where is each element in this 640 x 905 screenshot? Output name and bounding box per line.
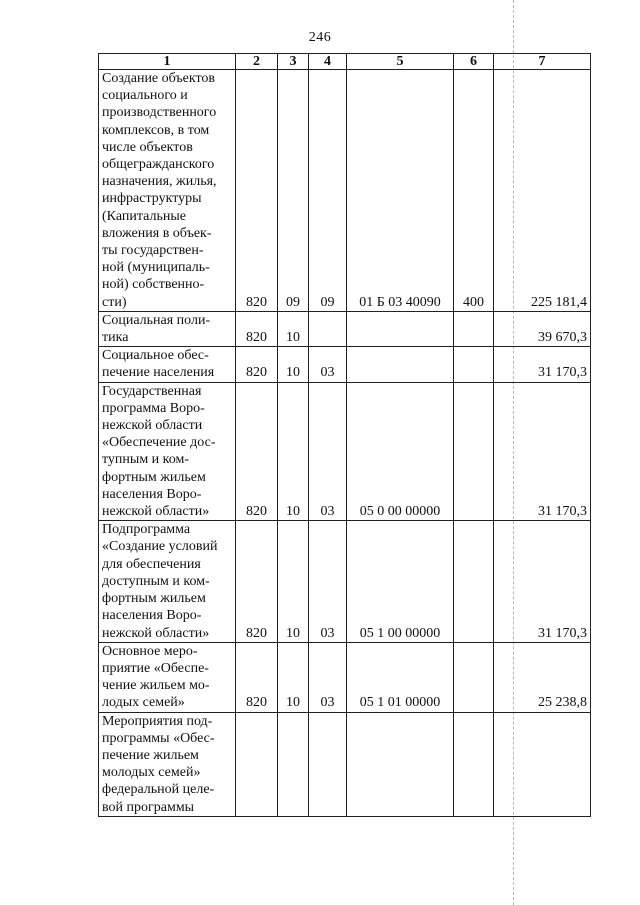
razdel-cell: 10 bbox=[278, 642, 309, 712]
razdel-cell bbox=[278, 712, 309, 816]
row-name-line: «Обеспечение дос- bbox=[102, 435, 216, 451]
row-name-line: сти) bbox=[102, 294, 127, 310]
expense-type-cell bbox=[454, 712, 494, 816]
amount-cell: 225 181,4 bbox=[494, 70, 591, 312]
expense-type-cell bbox=[454, 347, 494, 382]
row-name-line: федеральной целе- bbox=[102, 782, 215, 798]
row-name-line: комплексов, в том bbox=[102, 122, 210, 138]
row-name-line: Социальная поли- bbox=[102, 312, 211, 328]
amount-cell: 31 170,3 bbox=[494, 347, 591, 382]
target-article-cell bbox=[347, 347, 454, 382]
target-article-cell: 05 1 01 00000 bbox=[347, 642, 454, 712]
expense-type-cell bbox=[454, 382, 494, 521]
glav-cell bbox=[236, 712, 278, 816]
razdel-cell: 10 bbox=[278, 382, 309, 521]
razdel-cell: 10 bbox=[278, 521, 309, 642]
podrazdel-cell: 03 bbox=[309, 347, 347, 382]
row-name-line: Основное меро- bbox=[102, 643, 198, 659]
header-col-3: 3 bbox=[278, 54, 309, 70]
table-row bbox=[99, 311, 591, 346]
expense-type-cell bbox=[454, 642, 494, 712]
target-article-cell: 05 0 00 00000 bbox=[347, 382, 454, 521]
row-name-cell bbox=[99, 382, 236, 521]
expense-type-cell: 400 bbox=[454, 70, 494, 312]
podrazdel-cell: 09 bbox=[309, 70, 347, 312]
row-name-line: Социальное обес- bbox=[102, 348, 209, 364]
glav-cell: 820 bbox=[236, 382, 278, 521]
row-name-cell bbox=[99, 347, 236, 382]
row-name-line: ты государствен- bbox=[102, 243, 204, 259]
table-row bbox=[99, 521, 591, 642]
row-name-line: Создание объектов bbox=[102, 71, 216, 86]
row-name-line: печение жильем bbox=[102, 747, 199, 763]
row-name-line: вой программы bbox=[102, 799, 195, 815]
table-row bbox=[99, 347, 591, 382]
amount-cell: 31 170,3 bbox=[494, 521, 591, 642]
row-name-line: доступным и ком- bbox=[102, 573, 210, 589]
row-name-line: печение населения bbox=[102, 365, 215, 381]
row-name-line: чение жильем мо- bbox=[102, 678, 210, 694]
row-name-line: «Создание условий bbox=[102, 539, 218, 555]
header-col-5: 5 bbox=[347, 54, 454, 70]
header-row bbox=[99, 54, 591, 70]
row-name-cell bbox=[99, 642, 236, 712]
razdel-cell: 09 bbox=[278, 70, 309, 312]
podrazdel-cell: 03 bbox=[309, 382, 347, 521]
header-col-6: 6 bbox=[454, 54, 494, 70]
razdel-cell: 10 bbox=[278, 347, 309, 382]
row-name-line: Мероприятия под- bbox=[102, 713, 213, 729]
row-name-line: Подпрограмма bbox=[102, 522, 191, 538]
row-name-line: лодых семей» bbox=[102, 695, 185, 711]
row-name-line: программы «Обес- bbox=[102, 730, 215, 746]
razdel-cell: 10 bbox=[278, 311, 309, 346]
row-name-line: социального и bbox=[102, 88, 188, 104]
podrazdel-cell: 03 bbox=[309, 642, 347, 712]
expense-type-cell bbox=[454, 311, 494, 346]
amount-cell: 39 670,3 bbox=[494, 311, 591, 346]
glav-cell: 820 bbox=[236, 70, 278, 312]
row-name-line: нежской области» bbox=[102, 625, 210, 641]
row-name-line: программа Воро- bbox=[102, 400, 205, 416]
table-row bbox=[99, 642, 591, 712]
row-name-line: для обеспечения bbox=[102, 556, 201, 572]
target-article-cell bbox=[347, 311, 454, 346]
table-row bbox=[99, 712, 591, 816]
row-name-line: тупным и ком- bbox=[102, 452, 190, 468]
row-name-cell bbox=[99, 521, 236, 642]
amount-cell bbox=[494, 712, 591, 816]
header-col-1: 1 bbox=[99, 54, 236, 70]
row-name-line: приятие «Обеспе- bbox=[102, 660, 209, 676]
row-name-line: тика bbox=[102, 330, 129, 346]
row-name-line: числе объектов bbox=[102, 139, 193, 155]
podrazdel-cell bbox=[309, 311, 347, 346]
row-name-line: нежской области» bbox=[102, 504, 210, 520]
row-name-line: населения Воро- bbox=[102, 486, 202, 502]
target-article-cell: 01 Б 03 40090 bbox=[347, 70, 454, 312]
row-name-line: инфраструктуры bbox=[102, 191, 202, 207]
amount-cell: 31 170,3 bbox=[494, 382, 591, 521]
podrazdel-cell bbox=[309, 712, 347, 816]
row-name-cell bbox=[99, 712, 236, 816]
budget-table bbox=[98, 53, 591, 817]
row-name-line: назначения, жилья, bbox=[102, 174, 217, 190]
glav-cell: 820 bbox=[236, 642, 278, 712]
page-number: 246 bbox=[308, 30, 332, 45]
row-name-line: ной) собственно- bbox=[102, 277, 205, 293]
row-name-line: фортным жильем bbox=[102, 591, 206, 607]
row-name-line: общегражданского bbox=[102, 157, 215, 173]
row-name-line: производственного bbox=[102, 105, 217, 121]
row-name-line: Государственная bbox=[102, 383, 202, 399]
row-name-line: нежской области bbox=[102, 418, 203, 434]
row-name-line: (Капитальные bbox=[102, 208, 186, 224]
row-name-line: фортным жильем bbox=[102, 469, 206, 485]
row-name-cell bbox=[99, 70, 236, 312]
amount-cell: 25 238,8 bbox=[494, 642, 591, 712]
row-name-line: молодых семей» bbox=[102, 765, 201, 781]
header-col-4: 4 bbox=[309, 54, 347, 70]
table-row bbox=[99, 382, 591, 521]
glav-cell: 820 bbox=[236, 311, 278, 346]
header-col-7: 7 bbox=[494, 54, 591, 70]
header-col-2: 2 bbox=[236, 54, 278, 70]
glav-cell: 820 bbox=[236, 521, 278, 642]
row-name-cell bbox=[99, 311, 236, 346]
target-article-cell bbox=[347, 712, 454, 816]
target-article-cell: 05 1 00 00000 bbox=[347, 521, 454, 642]
expense-type-cell bbox=[454, 521, 494, 642]
podrazdel-cell: 03 bbox=[309, 521, 347, 642]
table-row bbox=[99, 70, 591, 312]
row-name-line: населения Воро- bbox=[102, 608, 202, 624]
row-name-line: вложения в объек- bbox=[102, 225, 212, 241]
glav-cell: 820 bbox=[236, 347, 278, 382]
row-name-line: ной (муниципаль- bbox=[102, 260, 210, 276]
